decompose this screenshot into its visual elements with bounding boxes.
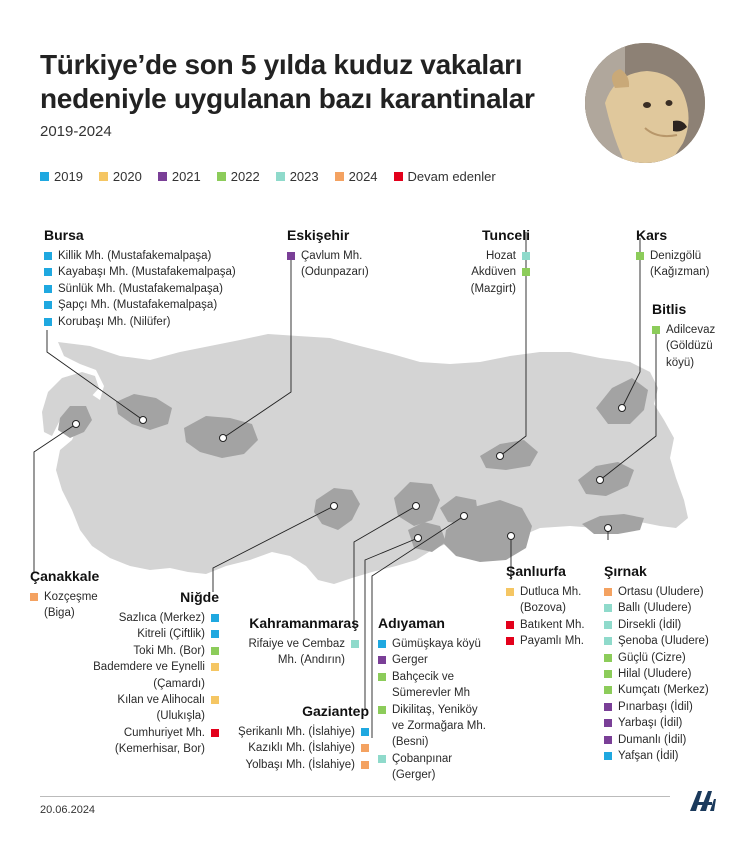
year-marker bbox=[44, 252, 52, 260]
quarantine-entry bbox=[604, 682, 709, 698]
label-bursa bbox=[44, 226, 236, 330]
quarantine-location: Akdüven (Mazgirt) bbox=[470, 266, 516, 295]
quarantine-entry bbox=[378, 751, 486, 784]
quarantine-location: Yafşan (İdil) bbox=[618, 750, 679, 763]
year-marker bbox=[361, 728, 369, 736]
label-tunceli bbox=[471, 226, 530, 297]
quarantine-entry bbox=[44, 297, 236, 313]
year-marker bbox=[211, 647, 219, 655]
year-marker bbox=[361, 744, 369, 752]
year-marker bbox=[287, 252, 295, 260]
quarantine-location: Güçlü (Cizre) bbox=[618, 651, 686, 664]
year-marker bbox=[604, 752, 612, 760]
quarantine-entry bbox=[44, 281, 236, 297]
subtitle: 2019-2024 bbox=[40, 123, 112, 140]
legend-label: 2020 bbox=[112, 169, 142, 184]
marker-sirnak bbox=[605, 525, 612, 532]
label-gaziantep bbox=[238, 702, 369, 773]
footer-date: 20.06.2024 bbox=[40, 804, 96, 816]
quarantine-location: Pınarbaşı (İdil) bbox=[618, 700, 693, 713]
quarantine-entry bbox=[604, 715, 709, 731]
province-name: Şırnak bbox=[604, 563, 647, 579]
marker-canakkale bbox=[73, 421, 80, 428]
quarantine-entry bbox=[652, 322, 715, 371]
quarantine-entry bbox=[378, 652, 486, 668]
quarantine-entry bbox=[506, 633, 585, 649]
quarantine-entry bbox=[506, 584, 585, 617]
quarantine-location: Payamlı Mh. bbox=[520, 635, 584, 648]
marker-kahramanmaras bbox=[413, 503, 420, 510]
quarantine-entry bbox=[604, 584, 709, 600]
legend-label: 2019 bbox=[54, 169, 83, 184]
turkey-anatolia-shape bbox=[56, 334, 688, 584]
quarantine-entry bbox=[506, 617, 585, 633]
aa-logo-icon bbox=[688, 787, 718, 813]
quarantine-entry bbox=[93, 725, 219, 758]
quarantine-entry bbox=[93, 626, 219, 642]
quarantine-location: Killik Mh. (Mustafakemalpaşa) bbox=[58, 250, 212, 262]
quarantine-entry bbox=[604, 617, 709, 633]
marker-eskisehir bbox=[220, 435, 227, 442]
quarantine-location: Kozçeşme (Biga) bbox=[44, 591, 98, 620]
province-name: Çanakkale bbox=[30, 568, 100, 584]
marker-bitlis bbox=[597, 477, 604, 484]
quarantine-location: Korubaşı Mh. (Nilüfer) bbox=[58, 315, 171, 328]
quarantine-entry bbox=[93, 643, 219, 659]
year-marker bbox=[44, 268, 52, 276]
quarantine-location: Dirsekli (İdil) bbox=[618, 618, 682, 631]
quarantine-location: Hilal (Uludere) bbox=[618, 668, 692, 681]
quarantine-entry bbox=[44, 314, 236, 330]
legend-label: 2023 bbox=[289, 169, 319, 184]
year-marker bbox=[604, 686, 612, 694]
quarantine-entry bbox=[378, 636, 486, 652]
label-kahramanmaras bbox=[248, 614, 359, 669]
year-marker bbox=[211, 663, 219, 671]
quarantine-entry bbox=[93, 692, 219, 725]
year-marker bbox=[604, 604, 612, 612]
quarantine-entry bbox=[248, 636, 359, 669]
footer-divider bbox=[40, 796, 670, 797]
quarantine-entry bbox=[44, 248, 236, 264]
year-marker bbox=[211, 696, 219, 704]
quarantine-location: Ortasu (Uludere) bbox=[618, 586, 704, 598]
marker-bursa bbox=[140, 417, 147, 424]
quarantine-entry bbox=[604, 633, 709, 649]
quarantine-location: Toki Mh. (Bor) bbox=[133, 644, 205, 657]
year-marker bbox=[211, 729, 219, 737]
quarantine-location: Çavlum Mh. (Odunpazarı) bbox=[301, 250, 369, 279]
quarantine-location: Bademdere ve Eynelli (Çamardı) bbox=[93, 661, 205, 690]
quarantine-entry bbox=[604, 600, 709, 616]
quarantine-entry bbox=[604, 666, 709, 682]
quarantine-entry bbox=[93, 610, 219, 626]
quarantine-entry bbox=[30, 589, 99, 622]
province-name: Kars bbox=[636, 227, 668, 243]
quarantine-entry bbox=[44, 264, 236, 280]
legend-label: 2021 bbox=[171, 169, 201, 184]
quarantine-location: Kitreli (Çiftlik) bbox=[137, 628, 205, 641]
year-marker bbox=[506, 621, 514, 629]
marker-nigde bbox=[331, 503, 338, 510]
year-marker bbox=[211, 614, 219, 622]
quarantine-entry bbox=[378, 702, 486, 751]
quarantine-location: Sünlük Mh. (Mustafakemalpaşa) bbox=[58, 282, 223, 295]
year-marker bbox=[44, 301, 52, 309]
quarantine-entry bbox=[238, 757, 369, 773]
quarantine-location: Cumhuriyet Mh. (Kemerhisar, Bor) bbox=[114, 726, 205, 756]
quarantine-location: Hozat bbox=[485, 250, 516, 262]
legend-label: 2022 bbox=[230, 169, 260, 184]
label-canakkale bbox=[30, 567, 99, 622]
province-name: Şanlıurfa bbox=[506, 563, 566, 579]
province-name: Adıyaman bbox=[378, 615, 445, 631]
year-marker bbox=[604, 736, 612, 744]
quarantine-location: Adilcevaz (Göldüzü köyü) bbox=[666, 324, 716, 369]
label-sanliurfa bbox=[506, 562, 585, 650]
year-marker bbox=[44, 285, 52, 293]
year-marker bbox=[604, 670, 612, 678]
year-marker bbox=[604, 621, 612, 629]
marker-sanliurfa bbox=[508, 533, 515, 540]
quarantine-entry bbox=[287, 248, 369, 281]
quarantine-entry bbox=[604, 748, 709, 764]
year-marker bbox=[351, 640, 359, 648]
quarantine-location: Bahçecik ve Sümerevler Mh bbox=[392, 670, 470, 700]
province-name: Niğde bbox=[180, 589, 219, 605]
marker-gaziantep bbox=[415, 535, 422, 542]
year-marker bbox=[636, 252, 644, 260]
quarantine-location: Ballı (Uludere) bbox=[618, 602, 692, 615]
quarantine-entry bbox=[238, 724, 369, 740]
quarantine-location: Gerger bbox=[392, 654, 428, 667]
marker-adiyaman bbox=[461, 513, 468, 520]
quarantine-location: Rifaiye ve Cembaz Mh. (Andırın) bbox=[248, 638, 345, 667]
year-marker bbox=[522, 252, 530, 260]
year-marker bbox=[522, 268, 530, 276]
quarantine-location: Yarbaşı (İdil) bbox=[618, 717, 683, 730]
quarantine-location: Kılan ve Alihocalı (Ulukışla) bbox=[117, 694, 205, 723]
label-nigde bbox=[93, 588, 219, 758]
quarantine-location: Denizgölü (Kağızman) bbox=[650, 250, 710, 279]
title-line-1: Türkiye’de son 5 yılda kuduz vakaları bbox=[40, 49, 523, 80]
label-kars bbox=[636, 226, 709, 281]
quarantine-entry bbox=[93, 659, 219, 692]
year-marker bbox=[44, 318, 52, 326]
year-marker bbox=[211, 630, 219, 638]
year-marker bbox=[604, 654, 612, 662]
year-marker bbox=[604, 588, 612, 596]
quarantine-location: Yolbaşı Mh. (İslahiye) bbox=[245, 758, 355, 771]
title-line-2: nedeniyle uygulanan bazı karantinalar bbox=[40, 83, 535, 114]
province-name: Gaziantep bbox=[302, 703, 369, 719]
quarantine-location: Gümüşkaya köyü bbox=[392, 638, 481, 650]
province-name: Bitlis bbox=[652, 301, 687, 317]
quarantine-location: Şapçı Mh. (Mustafakemalpaşa) bbox=[58, 299, 218, 312]
quarantine-location: Şenoba (Uludere) bbox=[618, 635, 709, 648]
province-name: Kahramanmaraş bbox=[249, 615, 359, 631]
label-eskisehir bbox=[287, 226, 369, 281]
quarantine-location: Çobanpınar (Gerger) bbox=[392, 752, 453, 782]
quarantine-entry bbox=[471, 248, 530, 264]
quarantine-entry bbox=[604, 699, 709, 715]
label-bitlis bbox=[652, 300, 715, 371]
quarantine-location: Şerikanlı Mh. (İslahiye) bbox=[238, 726, 355, 738]
quarantine-location: Kayabaşı Mh. (Mustafakemalpaşa) bbox=[58, 266, 236, 279]
year-marker bbox=[378, 755, 386, 763]
quarantine-entry bbox=[604, 650, 709, 666]
quarantine-location: Kazıklı Mh. (İslahiye) bbox=[248, 742, 355, 755]
marker-kars bbox=[619, 405, 626, 412]
quarantine-location: Dikilitaş, Yeniköy ve Zormağara Mh. (Besni) bbox=[392, 703, 486, 749]
province-name: Bursa bbox=[44, 227, 84, 243]
legend-label: 2024 bbox=[348, 169, 378, 184]
year-marker bbox=[604, 719, 612, 727]
legend-label: Devam edenler bbox=[407, 169, 496, 184]
province-name: Tunceli bbox=[482, 227, 530, 243]
year-marker bbox=[378, 673, 386, 681]
quarantine-entry bbox=[471, 264, 530, 297]
year-marker bbox=[604, 637, 612, 645]
quarantine-location: Kumçatı (Merkez) bbox=[618, 684, 709, 697]
year-marker bbox=[30, 593, 38, 601]
quarantine-entry bbox=[604, 732, 709, 748]
label-adiyaman bbox=[378, 614, 486, 784]
year-marker bbox=[378, 640, 386, 648]
quarantine-entry bbox=[238, 740, 369, 756]
year-marker bbox=[378, 706, 386, 714]
quarantine-location: Batıkent Mh. bbox=[520, 618, 585, 631]
quarantine-location: Dutluca Mh. (Bozova) bbox=[520, 586, 582, 615]
quarantine-location: Sazlıca (Merkez) bbox=[118, 612, 205, 624]
year-marker bbox=[506, 637, 514, 645]
year-marker bbox=[604, 703, 612, 711]
year-marker bbox=[361, 761, 369, 769]
quarantine-location: Dumanlı (İdil) bbox=[618, 733, 687, 746]
province-name: Eskişehir bbox=[287, 227, 350, 243]
year-marker bbox=[378, 656, 386, 664]
label-sirnak bbox=[604, 562, 709, 764]
quarantine-entry bbox=[636, 248, 709, 281]
marker-tunceli bbox=[497, 453, 504, 460]
year-marker bbox=[506, 588, 514, 596]
quarantine-entry bbox=[378, 669, 486, 702]
year-marker bbox=[652, 326, 660, 334]
